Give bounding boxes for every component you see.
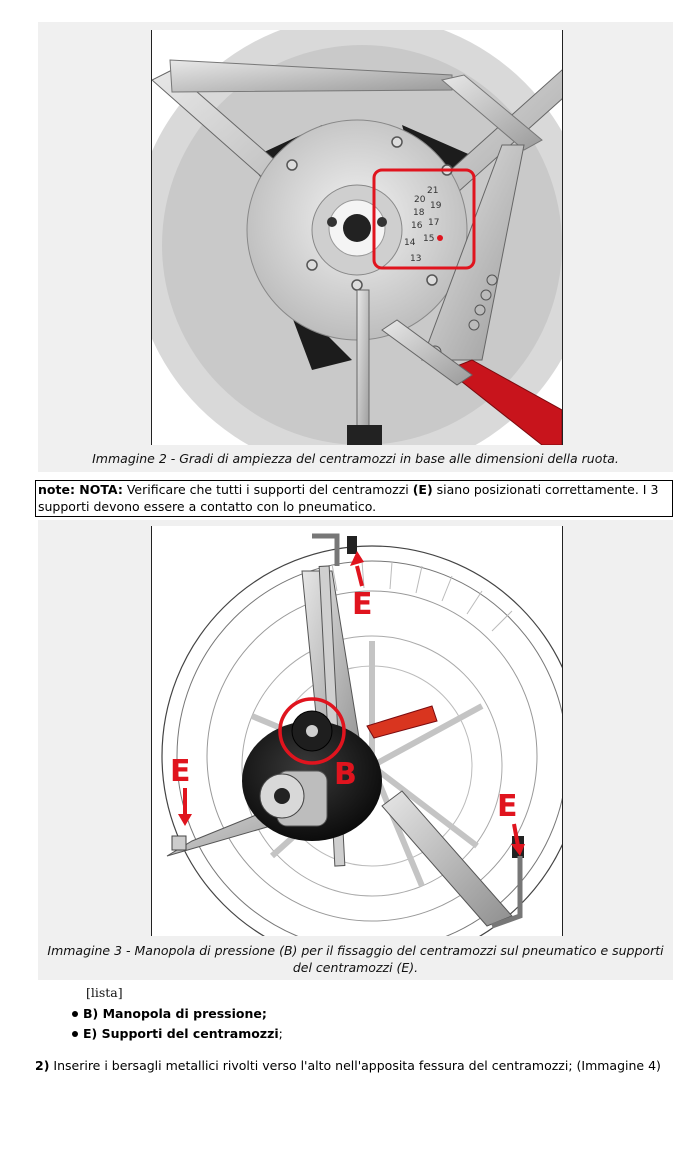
scale-19: 19 [430,201,442,211]
scale-18: 18 [413,208,425,218]
hub-centering-illustration [152,30,562,445]
figure-1-caption: Immagine 2 - Gradi di ampiezza del centramozzi in base alle dimensioni della ruota. [92,451,619,466]
list-item-text: B) Manopola di pressione; [83,1006,267,1021]
scale-13: 13 [410,254,422,264]
list-item-suffix: ; [278,1026,283,1041]
figure-2 [38,520,673,980]
note-text-after: siano posizionati correttamente. I 3 supporti devono essere a contatto con lo pneumatico. [38,482,659,514]
parts-list [72,1004,283,1044]
note-ref-e: (E) [412,482,433,497]
label-b: B [334,757,357,792]
list-item-text: E) Supporti del centramozzi [83,1026,279,1041]
scale-17: 17 [428,218,440,228]
scale-15: 15 [423,234,435,244]
figure-1 [38,22,673,472]
list-tag: [lista] [86,985,123,1000]
scale-14: 14 [404,238,416,248]
pressure-knob-illustration [152,526,562,936]
figure-2-image [151,526,563,936]
note-text-before: Verificare che tutti i supporti del centramozzi [122,482,413,497]
scale-16: 16 [411,221,423,231]
figure-2-caption: Immagine 3 - Manopola di pressione (B) per il fissaggio del centramozzi sul pneumatico e supporti del centramozzi (E). [47,943,664,975]
figure-1-image [151,30,563,445]
list-item [72,1024,283,1044]
note-label: note: NOTA: [38,482,123,497]
list-item [72,1004,283,1024]
step-number: 2) [35,1058,50,1073]
bullet-icon [72,1011,78,1017]
svg-text:E: E [352,587,373,622]
note-box [35,480,673,517]
svg-text:E: E [170,754,191,789]
step-text: Inserire i bersagli metallici rivolti verso l'alto nell'apposita fessura del centramozzi; (Immagine 4) [49,1058,661,1073]
scale-20: 20 [414,195,426,205]
bullet-icon [72,1031,78,1037]
scale-21: 21 [427,186,439,196]
step-2 [35,1057,675,1074]
svg-text:E: E [497,789,518,824]
